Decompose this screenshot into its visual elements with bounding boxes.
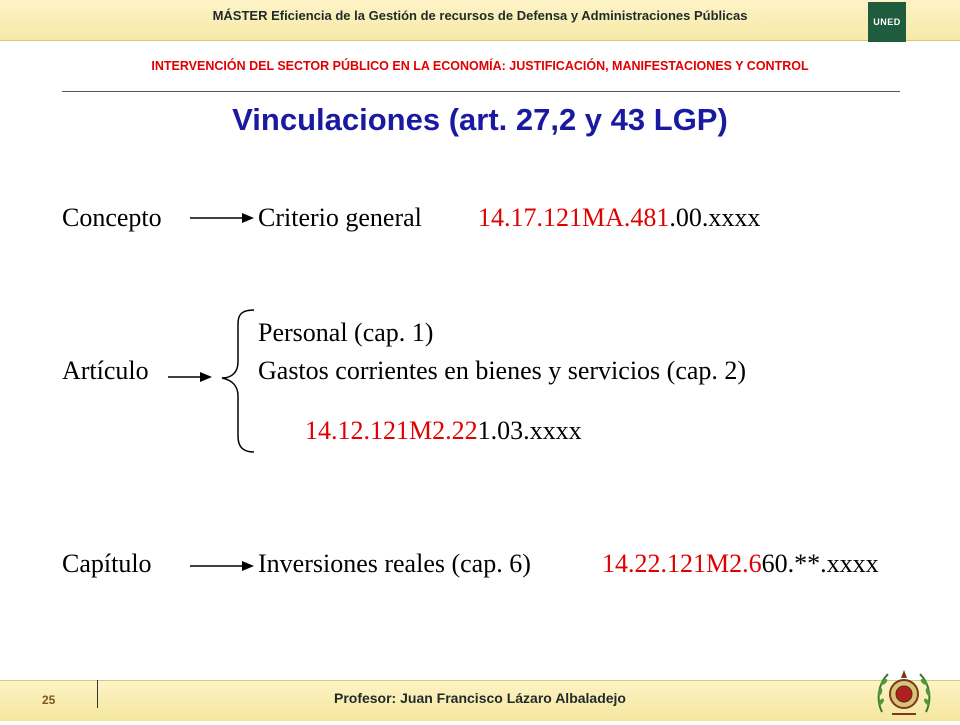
header-divider bbox=[62, 91, 900, 92]
arrow-right-icon bbox=[190, 212, 254, 224]
arrow-right-icon bbox=[168, 371, 212, 383]
course-subtitle: INTERVENCIÓN DEL SECTOR PÚBLICO EN LA ECONOMÍA: JUSTIFICACIÓN, MANIFESTACIONES Y CONTROL bbox=[151, 59, 809, 73]
emblem-icon bbox=[872, 662, 936, 720]
page-number: 25 bbox=[42, 693, 56, 707]
concepto-text: Criterio general bbox=[258, 203, 422, 232]
professor-name: Profesor: Juan Francisco Lázaro Albaladejo bbox=[333, 690, 626, 706]
articulo-code bbox=[305, 416, 582, 446]
capitulo-text: Inversiones reales (cap. 6) bbox=[258, 549, 531, 578]
articulo-item-gastos: Gastos corrientes en bienes y servicios (cap. 2) bbox=[258, 356, 747, 385]
left-brace-icon bbox=[218, 308, 258, 454]
capitulo-code bbox=[602, 549, 879, 579]
articulo-code-red: 14.12.121M2.22 bbox=[305, 416, 478, 445]
capitulo-label: Capítulo bbox=[62, 549, 152, 578]
articulo-label: Artículo bbox=[62, 356, 149, 385]
uned-logo: UNED bbox=[868, 2, 906, 42]
capitulo-code-red: 14.22.121M2.6 bbox=[602, 549, 762, 578]
arrow-right-icon bbox=[190, 560, 254, 572]
slide-title: Vinculaciones (art. 27,2 y 43 LGP) bbox=[232, 102, 728, 137]
concepto-label: Concepto bbox=[62, 203, 162, 232]
articulo-item-personal: Personal (cap. 1) bbox=[258, 318, 434, 347]
concepto-code-black: .00.xxxx bbox=[669, 203, 761, 232]
concepto-code bbox=[478, 203, 760, 233]
concepto-code-red: 14.17.121MA.481 bbox=[478, 203, 670, 232]
articulo-code-black: 1.03.xxxx bbox=[477, 416, 582, 445]
capitulo-code-black: 60.**.xxxx bbox=[761, 549, 879, 578]
master-title: MÁSTER Eficiencia de la Gestión de recursos de Defensa y Administraciones Públicas bbox=[212, 8, 748, 23]
